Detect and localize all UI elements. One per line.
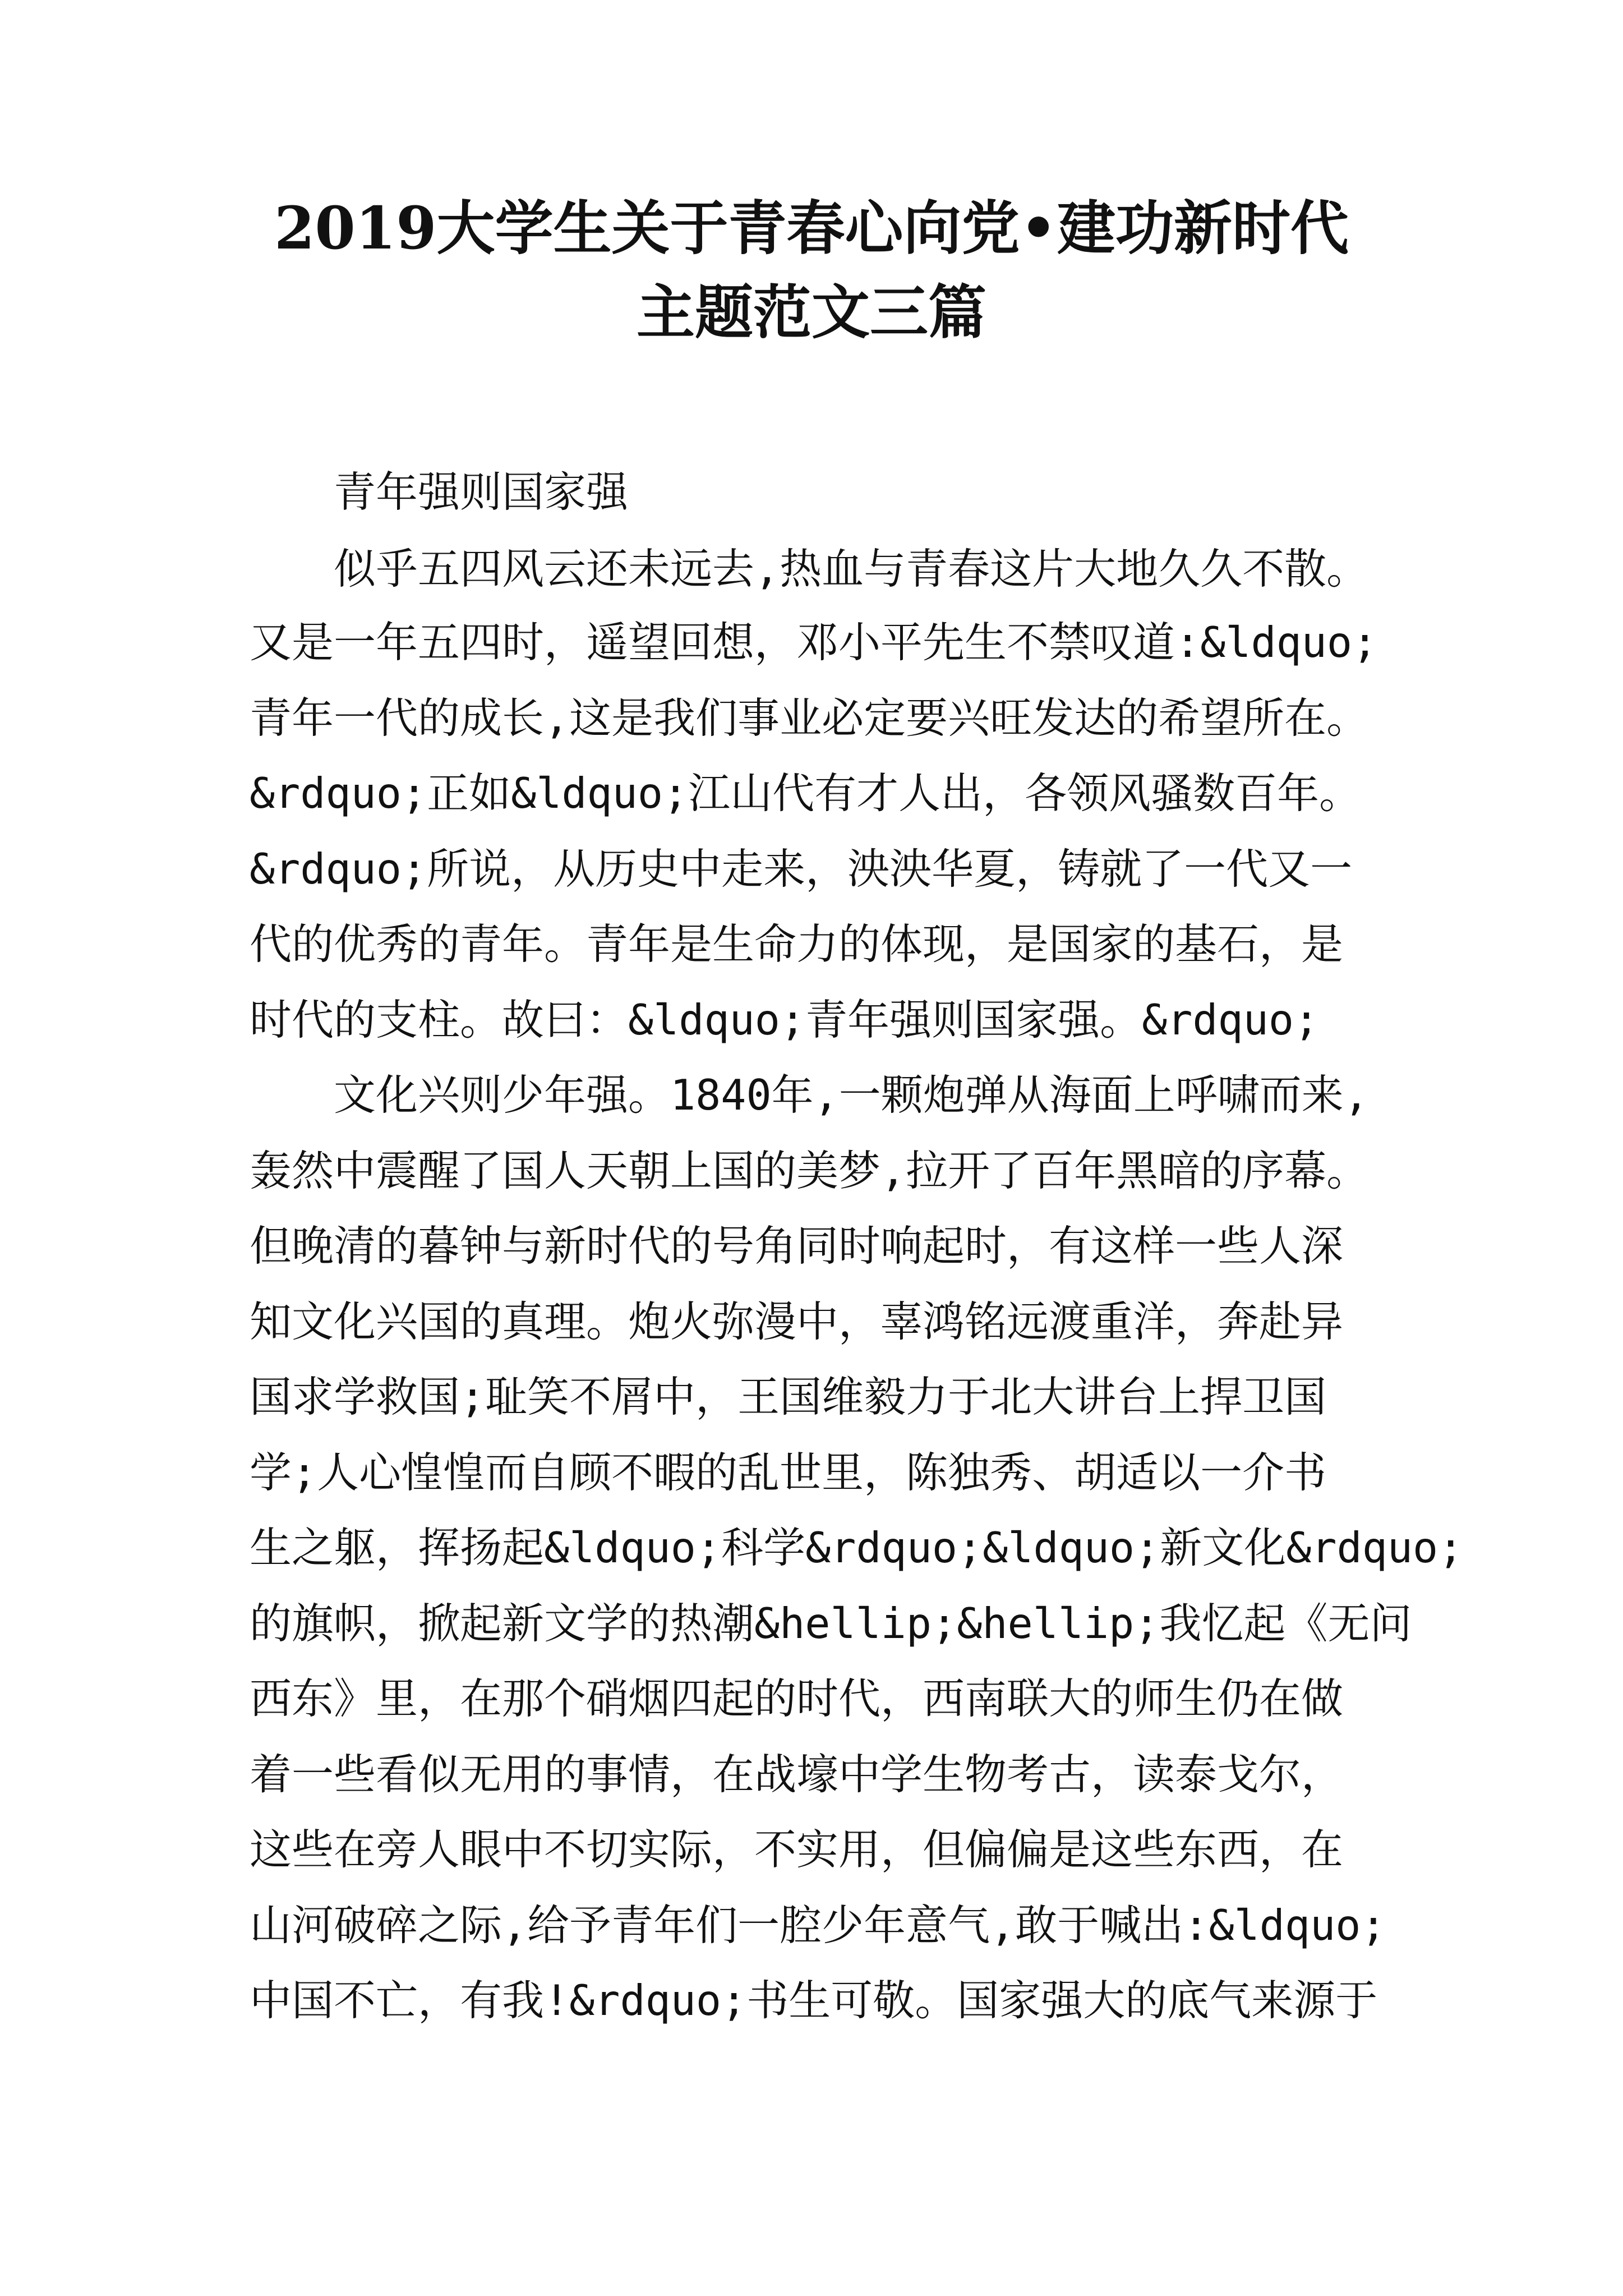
- body-line: 西东》里，在那个硝烟四起的时代，西南联大的师生仍在做: [250, 1674, 1344, 1723]
- body-line: 代的优秀的青年。青年是生命力的体现，是国家的基石，是: [250, 919, 1344, 969]
- body-line: 时代的支柱。故曰：&ldquo;青年强则国家强。&rdquo;: [250, 995, 1320, 1045]
- body-line: 山河破碎之际,给予青年们一腔少年意气,敢于喊出:&ldquo;: [250, 1901, 1386, 1950]
- body-line: &rdquo;所说，从历史中走来，泱泱华夏，铸就了一代又一: [250, 844, 1353, 894]
- body-line: 这些在旁人眼中不切实际，不实用，但偏偏是这些东西，在: [250, 1825, 1344, 1874]
- document-title-line-2: 主题范文三篇: [636, 278, 986, 347]
- body-line: 学;人心惶惶而自顾不暇的乱世里，陈独秀、胡适以一介书: [250, 1448, 1327, 1497]
- body-line: 又是一年五四时，遥望回想，邓小平先生不禁叹道:&ldquo;: [250, 618, 1378, 667]
- body-line: 但晚清的暮钟与新时代的号角同时响起时，有这样一些人深: [250, 1221, 1344, 1271]
- body-line: 着一些看似无用的事情，在战壕中学生物考古，读泰戈尔，: [250, 1750, 1344, 1799]
- body-line: 国求学救国;耻笑不屑中，王国维毅力于北大讲台上捍卫国: [250, 1372, 1327, 1421]
- section-heading: 青年强则国家强: [334, 467, 629, 517]
- body-line: 的旗帜，掀起新文学的热潮&hellip;&hellip;我忆起《无问: [250, 1599, 1412, 1648]
- body-line: 似乎五四风云还未远去,热血与青春这片大地久久不散。: [334, 544, 1369, 593]
- body-line: 青年一代的成长,这是我们事业必定要兴旺发达的希望所在。: [250, 693, 1369, 743]
- document-title-line-1: 2019大学生关于青春心向党•建功新时代: [274, 194, 1349, 263]
- body-line: 知文化兴国的真理。炮火弥漫中，辜鸿铭远渡重洋，奔赴异: [250, 1297, 1344, 1346]
- body-line: 轰然中震醒了国人天朝上国的美梦,拉开了百年黑暗的序幕。: [250, 1146, 1369, 1195]
- body-line: &rdquo;正如&ldquo;江山代有才人出，各领风骚数百年。: [250, 769, 1362, 818]
- body-line: 文化兴则少年强。1840年,一颗炮弹从海面上呼啸而来,: [334, 1070, 1369, 1120]
- body-line: 中国不亡，有我!&rdquo;书生可敬。国家强大的底气来源于: [250, 1976, 1378, 2025]
- body-line: 生之躯，挥扬起&ldquo;科学&rdquo;&ldquo;新文化&rdquo;: [250, 1523, 1464, 1572]
